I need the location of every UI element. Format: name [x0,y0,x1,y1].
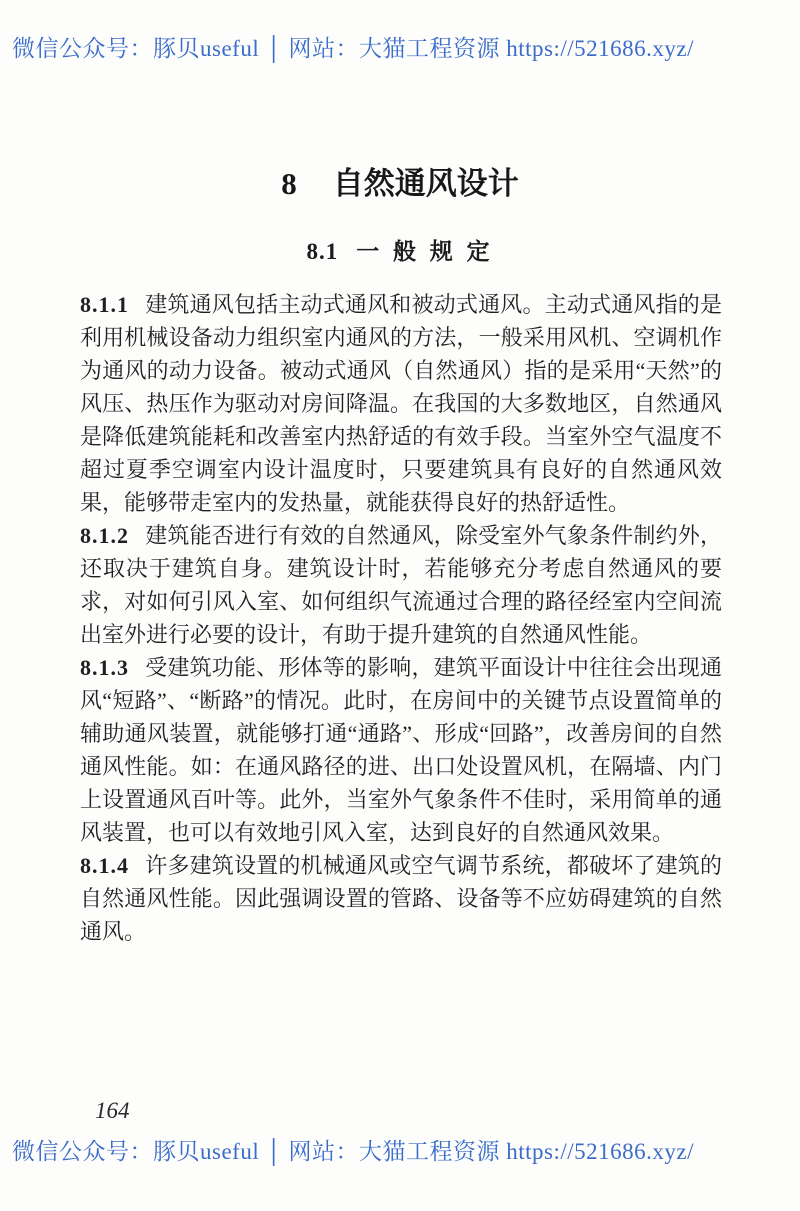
clause-8-1-4 [80,849,722,948]
section-title: 一 般 规 定 [356,239,494,264]
section-number: 8.1 [306,239,339,264]
clause-text: 建筑能否进行有效的自然通风，除受室外气象条件制约外，还取决于建筑自身。建筑设计时，若能够充分考虑自然通风的要求，对如何引风入室、如何组织气流通过合理的路径经室内空间流出室外进行必要的设计，有助于提升建筑的自然通风性能。 [80,523,722,647]
clause-8-1-1 [80,288,722,519]
watermark-top [12,30,800,63]
clause-number: 8.1.1 [80,292,129,317]
clause-number: 8.1.3 [80,655,129,680]
chapter-number: 8 [281,166,297,201]
chapter-title [0,158,800,203]
page-number: 164 [95,1098,130,1123]
chapter-name: 自然通风设计 [332,166,519,201]
section-heading [0,233,800,266]
clause-number: 8.1.2 [80,523,129,548]
clause-text: 许多建筑设置的机械通风或空气调节系统，都破坏了建筑的自然通风性能。因此强调设置的管路、设备等不应妨碍建筑的自然通风。 [80,853,722,944]
clause-8-1-3 [80,651,722,849]
clause-8-1-2 [80,519,722,651]
clause-number: 8.1.4 [80,853,129,878]
watermark-bottom [12,1133,800,1166]
watermark-bottom-text: 微信公众号：豚贝useful │ 网站：大猫工程资源 https://521686.xyz/ [12,1139,695,1164]
watermark-top-text: 微信公众号：豚贝useful │ 网站：大猫工程资源 https://521686.xyz/ [12,36,695,61]
clause-text: 建筑通风包括主动式通风和被动式通风。主动式通风指的是利用机械设备动力组织室内通风的方法，一般采用风机、空调机作为通风的动力设备。被动式通风（自然通风）指的是采用“天然”的风压、热压作为驱动对房间降温。在我国的大多数地区，自然通风是降低建筑能耗和改善室内热舒适的有效手段。当室外空气温度不超过夏季空调室内设计温度时，只要建筑具有良好的自然通风效果，能够带走室内的发热量，就能获得良好的热舒适性。 [80,292,722,515]
body-text [80,288,722,948]
clause-text: 受建筑功能、形体等的影响，建筑平面设计中往往会出现通风“短路”、“断路”的情况。此时，在房间中的关键节点设置简单的辅助通风装置，就能够打通“通路”、形成“回路”，改善房间的自然通风性能。如：在通风路径的进、出口处设置风机，在隔墙、内门上设置通风百叶等。此外，当室外气象条件不佳时，采用简单的通风装置，也可以有效地引风入室，达到良好的自然通风效果。 [80,655,722,845]
